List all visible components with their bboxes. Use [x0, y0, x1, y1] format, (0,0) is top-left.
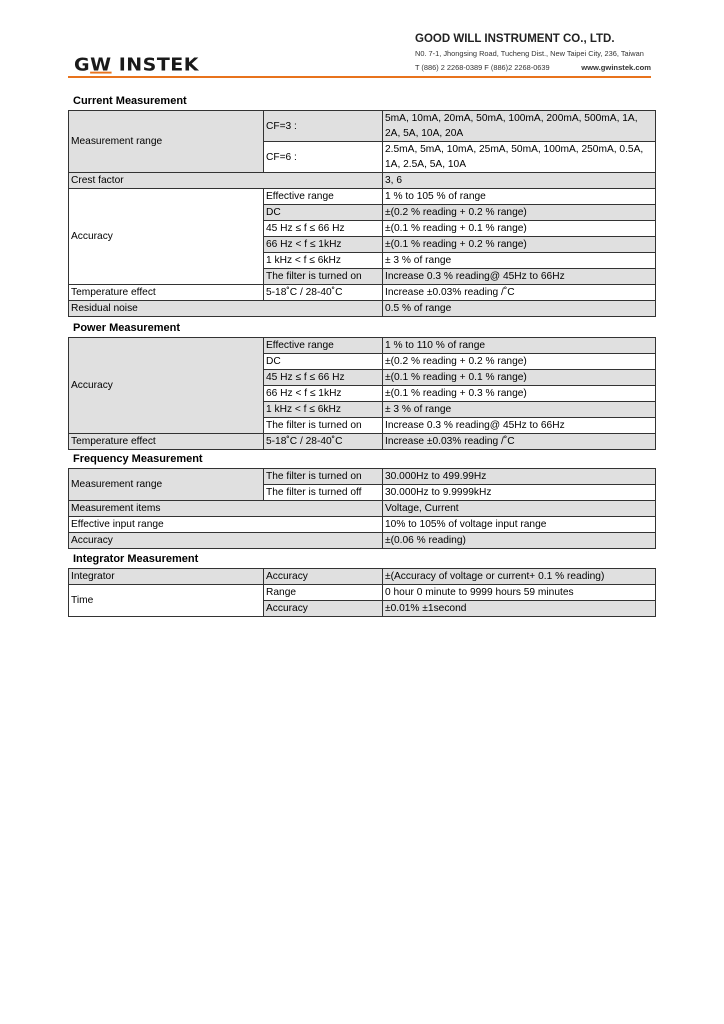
table-cell: Accuracy	[69, 338, 264, 434]
table-cell: CF=6 :	[264, 142, 383, 173]
table-row	[69, 569, 656, 585]
table-cell: 1 % to 105 % of range	[383, 189, 656, 205]
current-spec-table	[68, 110, 656, 317]
table-cell: Measurement range	[69, 469, 264, 501]
section-title: Current Measurement	[73, 95, 187, 107]
table-cell: ±(0.2 % reading + 0.2 % range)	[383, 205, 656, 221]
table-row	[69, 285, 656, 301]
power-spec-table	[68, 337, 656, 450]
section-title: Integrator Measurement	[73, 553, 199, 565]
table-row	[69, 173, 656, 189]
integrator-measurement-section	[68, 553, 655, 617]
table-row	[69, 533, 656, 549]
table-cell: 5-18˚C / 28-40˚C	[264, 285, 383, 301]
table-cell: Integrator	[69, 569, 264, 585]
table-cell: ±(0.1 % reading + 0.2 % range)	[383, 237, 656, 253]
table-row	[69, 517, 656, 533]
phone-fax: T (886) 2 2268-0389 F (886)2 2268-0639	[415, 63, 550, 72]
table-cell: CF=3 :	[264, 111, 383, 142]
section-title: Power Measurement	[73, 322, 180, 334]
table-cell: Increase ±0.03% reading /˚C	[383, 285, 656, 301]
table-cell: The filter is turned on	[264, 469, 383, 485]
table-cell: The filter is turned on	[264, 418, 383, 434]
table-cell: ±(0.1 % reading + 0.1 % range)	[383, 370, 656, 386]
power-measurement-section	[68, 322, 655, 450]
table-cell: 45 Hz ≤ f ≤ 66 Hz	[264, 221, 383, 237]
table-cell: Range	[264, 585, 383, 601]
table-row	[69, 585, 656, 601]
table-cell: Accuracy	[264, 601, 383, 617]
table-cell: 3, 6	[383, 173, 656, 189]
header-divider	[68, 76, 651, 78]
table-row	[69, 111, 656, 142]
table-cell: DC	[264, 205, 383, 221]
table-cell: Increase 0.3 % reading@ 45Hz to 66Hz	[383, 269, 656, 285]
table-cell: ±(0.2 % reading + 0.2 % range)	[383, 354, 656, 370]
table-cell: Increase 0.3 % reading@ 45Hz to 66Hz	[383, 418, 656, 434]
table-cell: The filter is turned off	[264, 485, 383, 501]
table-cell: 45 Hz ≤ f ≤ 66 Hz	[264, 370, 383, 386]
table-cell: 30.000Hz to 9.9999kHz	[383, 485, 656, 501]
table-cell: ±(Accuracy of voltage or current+ 0.1 % reading)	[383, 569, 656, 585]
table-cell: Effective range	[264, 338, 383, 354]
table-row	[69, 189, 656, 205]
table-cell: Temperature effect	[69, 434, 264, 450]
table-cell: 1 kHz < f ≤ 6kHz	[264, 253, 383, 269]
table-row	[69, 501, 656, 517]
section-title: Frequency Measurement	[73, 453, 203, 465]
table-cell: ± 3 % of range	[383, 402, 656, 418]
frequency-measurement-section	[68, 453, 655, 549]
table-cell: 2.5mA, 5mA, 10mA, 25mA, 50mA, 100mA, 250mA, 0.5A, 1A, 2.5A, 5A, 10A	[383, 142, 656, 173]
table-cell: Measurement range	[69, 111, 264, 173]
current-measurement-section	[68, 95, 655, 317]
table-cell: ±(0.1 % reading + 0.1 % range)	[383, 221, 656, 237]
table-cell: Accuracy	[69, 189, 264, 285]
table-cell: The filter is turned on	[264, 269, 383, 285]
integrator-spec-table	[68, 568, 656, 617]
website: www.gwinstek.com	[581, 63, 651, 72]
table-cell: 10% to 105% of voltage input range	[383, 517, 656, 533]
gwinstek-logo: GW INSTEK	[74, 54, 200, 76]
table-cell: Effective input range	[69, 517, 383, 533]
table-cell: ± 3 % of range	[383, 253, 656, 269]
table-row	[69, 301, 656, 317]
company-address: N0. 7-1, Jhongsing Road, Tucheng Dist., New Taipei City, 236, Taiwan	[415, 49, 644, 58]
frequency-spec-table	[68, 468, 656, 549]
table-cell: 5mA, 10mA, 20mA, 50mA, 100mA, 200mA, 500mA, 1A, 2A, 5A, 10A, 20A	[383, 111, 656, 142]
table-cell: 0 hour 0 minute to 9999 hours 59 minutes	[383, 585, 656, 601]
company-name: GOOD WILL INSTRUMENT CO., LTD.	[415, 33, 615, 45]
table-cell: ±(0.06 % reading)	[383, 533, 656, 549]
table-row	[69, 338, 656, 354]
table-cell: DC	[264, 354, 383, 370]
table-cell: Accuracy	[69, 533, 383, 549]
table-cell: ±0.01% ±1second	[383, 601, 656, 617]
table-row	[69, 469, 656, 485]
table-cell: 5-18˚C / 28-40˚C	[264, 434, 383, 450]
table-cell: Measurement items	[69, 501, 383, 517]
table-cell: Residual noise	[69, 301, 383, 317]
table-cell: Accuracy	[264, 569, 383, 585]
table-cell: 66 Hz < f ≤ 1kHz	[264, 386, 383, 402]
table-cell: Time	[69, 585, 264, 617]
table-cell: ±(0.1 % reading + 0.3 % range)	[383, 386, 656, 402]
table-cell: 1 kHz < f ≤ 6kHz	[264, 402, 383, 418]
table-cell: Temperature effect	[69, 285, 264, 301]
table-cell: Increase ±0.03% reading /˚C	[383, 434, 656, 450]
table-cell: 0.5 % of range	[383, 301, 656, 317]
table-cell: Voltage, Current	[383, 501, 656, 517]
table-cell: 30.000Hz to 499.99Hz	[383, 469, 656, 485]
contact-line	[415, 63, 651, 72]
table-cell: Crest factor	[69, 173, 383, 189]
table-cell: 1 % to 110 % of range	[383, 338, 656, 354]
table-row	[69, 434, 656, 450]
table-cell: Effective range	[264, 189, 383, 205]
table-cell: 66 Hz < f ≤ 1kHz	[264, 237, 383, 253]
